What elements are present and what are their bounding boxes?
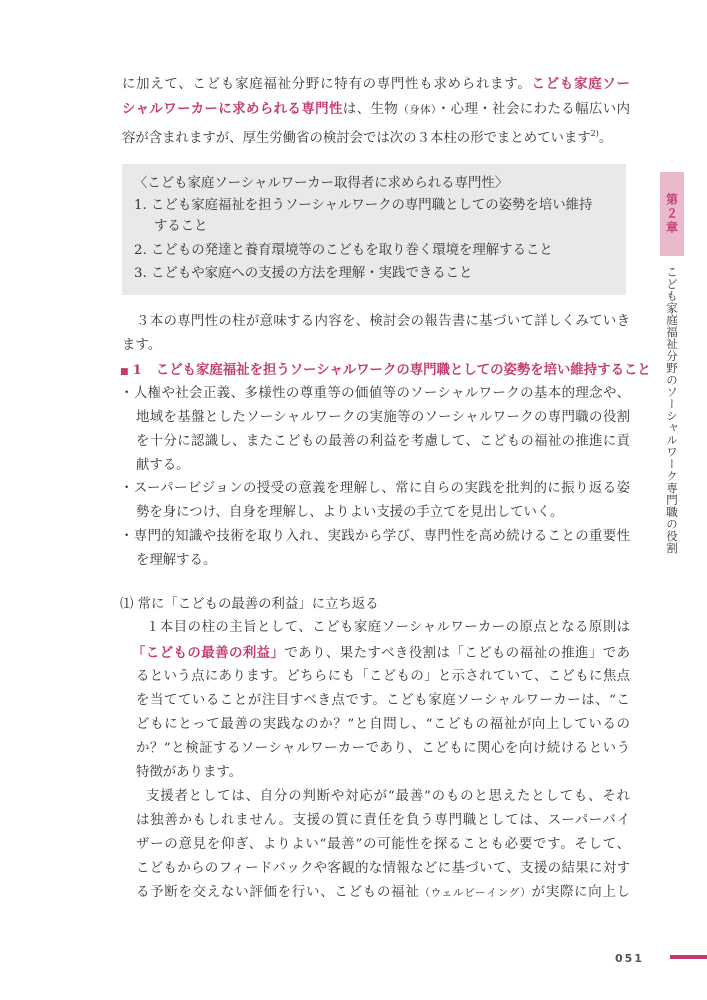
body-line: る予断を交えない評価を行い、こどもの福祉（ウェルビーイング）が実際に向上し xyxy=(136,885,631,900)
bullet-line: ・専門的知識や技術を取り入れ、実践から学び、専門性を高め続けることの重要性 xyxy=(120,529,630,544)
body-line: 容が含まれますが、厚生労働省の検討会では次の３本柱の形でまとめています$^{2)}$。 xyxy=(122,129,613,146)
emphasis-text: シャルワーカーに求められる専門性 xyxy=(122,101,343,117)
square-marker-icon: ■ xyxy=(120,367,129,377)
subsection-title: ⑴ 常に「こどもの最善の利益」に立ち返る xyxy=(120,597,379,612)
body-line: か？”と検証するソーシャルワーカーであり、こどもに関心を向け続けるという xyxy=(136,741,630,756)
summary-box xyxy=(122,164,626,295)
box-item-cont: すること xyxy=(154,219,208,234)
body-line: ます。 xyxy=(122,338,162,353)
section-heading: ■ 1 こども家庭福祉を担うソーシャルワークの専門職としての姿勢を培い維持すること xyxy=(120,362,651,378)
bullet-line: ・スーパービジョンの授受の意義を理解し、常に自らの実践を批判的に振り返る姿 xyxy=(120,481,630,496)
body-line: は独善かもしれません。支援の質に責任を負う専門職としては、スーパーバイ xyxy=(136,813,630,828)
bullet-line: 勢を身につけ、自身を理解し、よりよい支援の手立てを見出していく。 xyxy=(136,505,564,520)
box-item: 1. こども家庭福祉を担うソーシャルワークの専門職としての姿勢を培い維持 xyxy=(134,198,593,213)
bullet-line: 地域を基盤としたソーシャルワークの実施等のソーシャルワークの専門職の役割 xyxy=(136,410,630,425)
page-number-bar xyxy=(670,955,707,959)
box-item: 3. こどもや家庭への支援の方法を理解・実践できること xyxy=(134,266,473,281)
chapter-sidebar xyxy=(660,172,684,554)
body-line: こどもからのフィードバックや客観的な情報などに基づいて、支援の結果に対す xyxy=(136,861,630,876)
body-line: ザーの意見を仰ぎ、よりよい“最善”の可能性を探ることも必要です。そして、 xyxy=(136,837,630,852)
body-line: に加えて、こども家庭福祉分野に特有の専門性も求められます。こども家庭ソー xyxy=(122,76,630,92)
emphasis-text: 「こどもの最善の利益」 xyxy=(132,645,285,661)
bullet-line: を十分に認識し、またこどもの最善の利益を考慮して、こどもの福祉の推進に貢 xyxy=(136,434,630,449)
body-line: 支援者としては、自分の判断や対応が“最善”のものと思えたとしても、それ xyxy=(146,789,630,804)
body-line: シャルワーカーに求められる専門性は、生物（身体）・心理・社会にわたる幅広い内 xyxy=(122,101,631,117)
body-line: るという点にあります。どちらにも「こどもの」と示されていて、こどもに焦点 xyxy=(136,669,630,684)
body-line: 特徴があります。 xyxy=(136,765,243,780)
body-line: １本目の柱の主旨として、こども家庭ソーシャルワーカーの原点となる原則は xyxy=(146,620,630,635)
body-line: どもにとって最善の実践なのか？”と自問し、“こどもの福祉が向上しているの xyxy=(136,717,630,732)
body-line: ３本の専門性の柱が意味する内容を、検討会の報告書に基づいて詳しくみていき xyxy=(136,314,630,329)
bullet-line: を理解する。 xyxy=(136,553,217,568)
bullet-line: ・人権や社会正義、多様性の尊重等の価値等のソーシャルワークの基本的理念や、 xyxy=(120,386,630,401)
chapter-title: こども家庭福祉分野のソーシャルワーク専門職の役割 xyxy=(665,266,679,554)
footnote-ref: 2) xyxy=(590,129,599,138)
body-line: 「こどもの最善の利益」であり、果たすべき役割は「こどもの福祉の推進」であ xyxy=(132,645,630,661)
box-item: 2. こどもの発達と養育環境等のこどもを取り巻く環境を理解すること xyxy=(134,243,553,258)
body-line: を当てていることが注目すべき点です。こども家庭ソーシャルワーカーは、“こ xyxy=(136,693,630,708)
emphasis-text: こども家庭ソー xyxy=(531,76,630,92)
page-number: 051 xyxy=(615,952,644,965)
box-title: 〈こども家庭ソーシャルワーカー取得者に求められる専門性〉 xyxy=(134,176,509,191)
chapter-tab: 第２章 xyxy=(660,172,684,256)
bullet-line: 献する。 xyxy=(136,458,190,473)
